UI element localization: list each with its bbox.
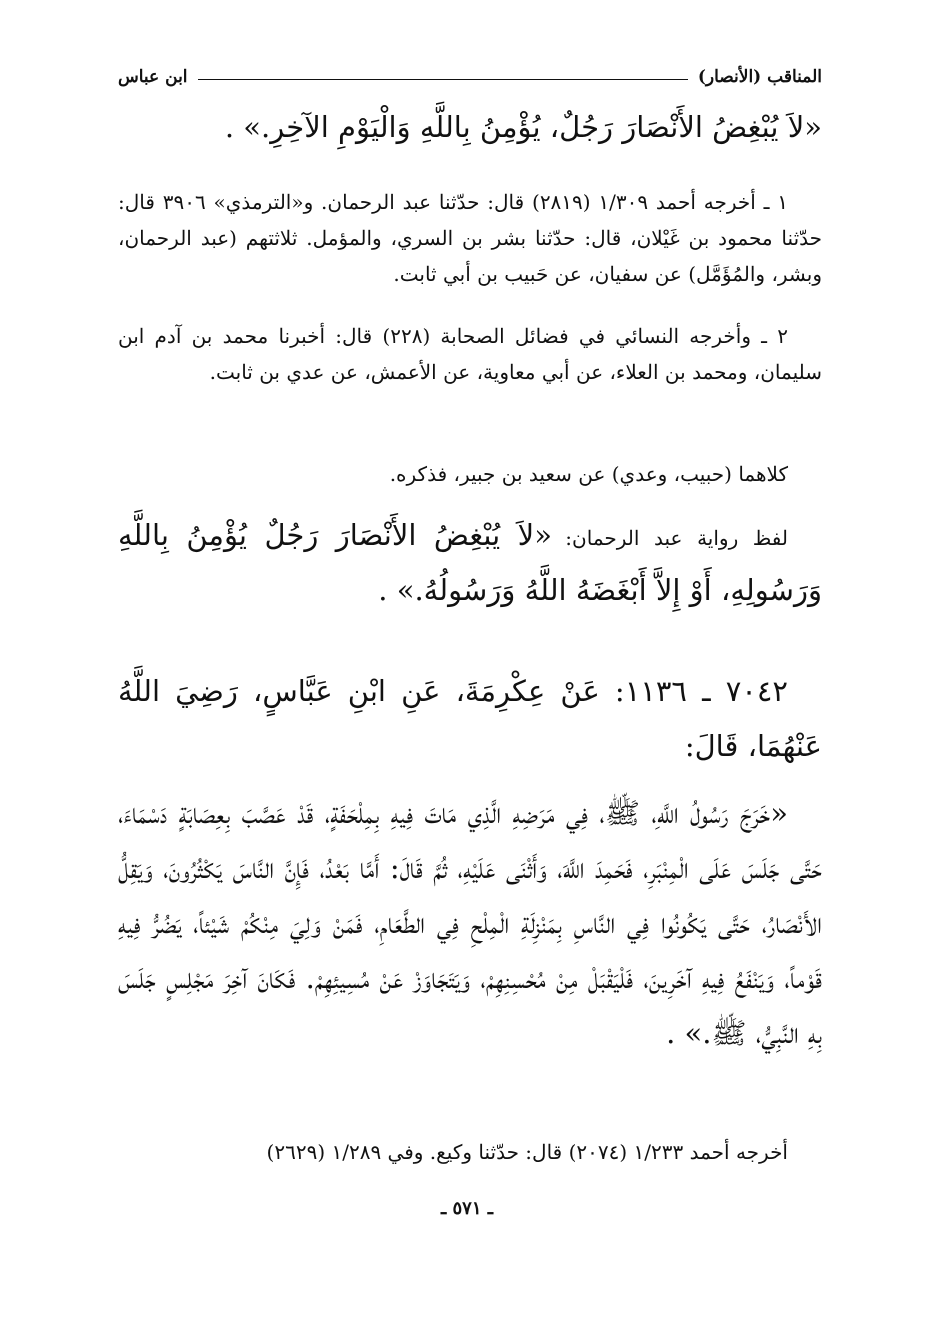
lafz-text: «لاَ يُبْغِضُ الأَنْصَارَ رَجُلٌ يُؤْمِنُ بِاللَّهِ وَرَسُولِهِ، أَوْ إِلاَّ أَبْغَضَهُ اللَّهُ وَرَسُولُهُ.» .: [118, 518, 822, 607]
header-chapter: المناقب (الأنصار): [697, 67, 822, 87]
takhrij-note-1: ١ ـ أخرجه أحمد ١/٣٠٩ (٢٨١٩) قال: حدّثنا عبد الرحمان. و«الترمذي» ٣٩٠٦ قال: حدّثنا محمود بن غَيْلان، قال: حدّثنا بشر بن السري، والمؤمل. ثلاثتهم (عبد الرحمان، وبشر، والمُؤَمَّل) عن سفيان، عن حَبيب بن أبي ثابت.: [118, 190, 822, 286]
header-rule: [198, 79, 688, 80]
lafz-label: لفظ رواية عبد الرحمان:: [565, 526, 789, 550]
running-header: [118, 62, 822, 92]
takhrij-note-2: ٢ ـ وأخرجه النسائي في فضائل الصحابة (٢٢٨) قال: أخبرنا محمد بن آدم ابن سليمان، ومحمد بن العلاء، عن أبي معاوية، عن الأعمش، عن عدي بن ثابت.: [118, 324, 822, 384]
lafz-note: [118, 508, 822, 618]
previous-hadith-ending: «لاَ يُبْغِضُ الأَنْصَارَ رَجُلٌ، يُؤْمِنُ بِاللَّهِ وَالْيَوْمِ الآخِرِ.» .: [224, 110, 822, 144]
header-narrator: ابن عباس: [118, 67, 188, 87]
takhrij-note-7042: أخرجه أحمد ١/٢٣٣ (٢٠٧٤) قال: حدّثنا وكيع. وفي ١/٢٨٩ (٢٦٢٩): [266, 1140, 788, 1164]
hadith-7042-isnad: ٧٠٤٢ ـ ١١٣٦: عَنْ عِكْرِمَةَ، عَنِ ابْنِ عَبَّاسٍ، رَضِيَ اللَّهُ عَنْهُمَا، قَالَ:: [118, 674, 822, 763]
hadith-7042-matn: «خَرَجَ رَسُولُ اللَّهِ، ﷺ، فِي مَرَضِهِ الَّذِي مَاتَ فِيهِ بِمِلْحَفَةٍ، قَدْ عَصَّبَ بِعِصَابَةٍ دَسْمَاءَ، حَتَّى جَلَسَ عَلَى الْمِنْبَرِ، فَحَمِدَ اللَّهَ، وَأَثْنَى عَلَيْهِ، ثُمَّ قَالَ: أَمَّا بَعْدُ، فَإِنَّ النَّاسَ يَكْثُرُونَ، وَيَقِلُّ الأَنْصَارُ، حَتَّى يَكُونُوا فِي النَّاسِ بِمَنْزِلَةِ الْمِلْحِ فِي الطَّعَامِ، فَمَنْ وَلِيَ مِنْكُمْ شَيْئاً، يَضُرُّ فِيهِ قَوْماً، وَيَنْفَعُ فِيهِ آخَرِينَ، فَلْيَقْبَلْ مِنْ مُحْسِنِهِمْ، وَيَتَجَاوَزْ عَنْ مُسِيئِهِمْ. فَكَانَ آخِرَ مَجْلِسٍ جَلَسَ بِهِ النَّبِيُّ، ﷺ.» .: [118, 796, 822, 1050]
both-narrators-note: كلاهما (حبيب، وعدي) عن سعيد بن جبير، فذكره.: [389, 462, 788, 486]
page-number: ـ ٥٧١ ـ: [440, 1198, 494, 1219]
